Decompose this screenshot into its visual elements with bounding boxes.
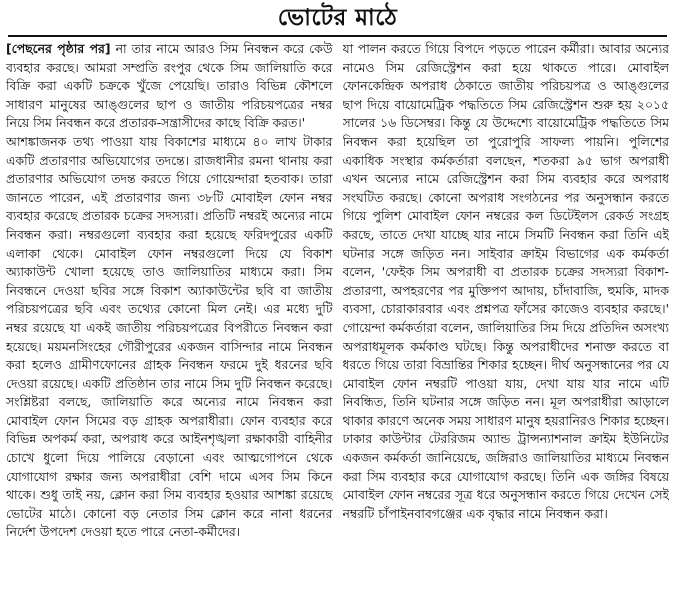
left-paragraph-1-text: না তার নামে আরও সিম নিবন্ধন করে কেউ ব্যবহার করছে। আমরা সম্প্রতি রংপুর থেকে সিম জালিয়াতি করে বিক্রি করা একটি চক্রকে খুঁজে পেয়েছি। তারাও বিভিন্ন কৌশলে সাধারণ মানুষের আঙ্গুলের ছাপ ও জাতীয় পরিচয়পত্রের নম্বর নিয়ে সিম নিবন্ধন করে প্রতারক-সন্ত্রাসীদের কাছে বিক্রি করত।'	[6, 41, 333, 131]
continuation-tag: [পেছনের পৃষ্ঠার পর]	[6, 41, 111, 56]
headline: ভোটের মাঠে	[277, 5, 398, 31]
right-column	[343, 40, 670, 606]
headline-rule	[8, 35, 667, 37]
left-paragraph-1	[6, 40, 333, 133]
right-paragraph-1: যা পালন করতে গিয়ে বিপদে পড়তে পারেন কর্মীরা। আবার অন্যের নামেও সিম রেজিস্ট্রেশন করা হয়ে থাকতে পারে। মোবাইল ফোনকেন্দ্রিক অপরাধ ঠেকাতে জাতীয় পরিচয়পত্র ও আঙ্গুলের ছাপ দিয়ে বায়োমেট্রিক পদ্ধতিতে সিম রেজিস্ট্রেশন শুরু হয় ২০১৫ সালের ১৬ ডিসেম্বর। কিন্তু যে উদ্দেশ্যে বায়োমেট্রিক পদ্ধতিতে সিম নিবন্ধন করা হয়েছিল তা পুরোপুরি সাফল্য পায়নি। পুলিশের একাধিক সংস্থার কর্মকর্তারা বলছেন, শতকরা ৯৫ ভাগ অপরাধী এখন অন্যের নামে রেজিস্ট্রেশন করা সিম ব্যবহার করে অপরাধ সংঘটিত করছে। কোনো অপরাধ সংগঠনের পর অনুসন্ধান করতে গিয়ে পুলিশ মোবাইল ফোন নম্বরের কল ডিটেইলস রেকর্ড সংগ্রহ করছে, তাতে দেখা যাচ্ছে যার নামে সিমটি নিবন্ধন করা তিনি এই ঘটনার সঙ্গে জড়িত নন। সাইবার ক্রাইম বিভাগের এক কর্মকর্তা বলেন, 'ফেইক সিম অপরাধী বা প্রতারক চক্রের সদস্যরা বিকাশ-প্রতারণা, অপহরণের পর মুক্তিপণ আদায়, চাঁদাবাজি, হুমকি, মাদক ব্যবসা, চোরাকারবার এবং প্রশ্নপত্র ফাঁসের কাজেও ব্যবহার করছে।' গোয়েন্দা কর্মকর্তারা বলেন, জালিয়াতির সিম দিয়ে প্রতিদিন অসংখ্য অপরাধমূলক কর্মকাণ্ড ঘটছে। কিন্তু অপরাধীদের শনাক্ত করতে বা ধরতে গিয়ে তারা বিভ্রান্তির শিকার হচ্ছেন। দীর্ঘ অনুসন্ধানের পর যে মোবাইল ফোন নম্বরটি পাওয়া যায়, দেখা যায় যার নামে এটি নিবন্ধিত, তিনি ঘটনার সঙ্গে জড়িত নন। মূল অপরাধীরা আড়ালে থাকার কারণে অনেক সময় সাধারণ মানুষ হয়রানিরও শিকার হচ্ছেন। ঢাকার কাউন্টার টেররিজম অ্যান্ড ট্রান্সন্যাশনাল ক্রাইম ইউনিটের একজন কর্মকর্তা জানিয়েছে, জঙ্গিরাও জালিয়াতির মাধ্যমে নিবন্ধন করা সিম ব্যবহার করে যোগাযোগ করছে। তিনি এক জঙ্গির বিষয়ে মোবাইল ফোন নম্বরের সূত্র ধরে অনুসন্ধান করতে গিয়ে দেখেন সেই নম্বরটি চাঁপাইনবাবগঞ্জের এক বৃদ্ধার নামে নিবন্ধন করা।	[342, 41, 669, 521]
left-column	[6, 40, 333, 606]
article-columns	[6, 40, 669, 606]
left-paragraph-2: আশঙ্কাজনক তথ্য পাওয়া যায় বিকাশের মাধ্যমে ৪০ লাখ টাকার একটি প্রতারণার অভিযোগের তদন্তে। রাজধানীর রমনা থানায় করা প্রতারণার অভিযোগ তদন্ত করতে গিয়ে গোয়েন্দারা হতবাক। তারা জানতে পারেন, এই প্রতারণার জন্য ৩৮টি মোবাইল ফোন নম্বর ব্যবহার করেছে প্রতারক চক্রের সদস্যরা। প্রতিটি নম্বরই অন্যের নামে নিবন্ধন করা। নম্বরগুলো ব্যবহার করা হয়েছে ফরিদপুরের একটি এলাকা থেকে। মোবাইল ফোন নম্বরগুলো দিয়ে যে বিকাশ অ্যাকাউন্ট খোলা হয়েছে তাও জালিয়াতির মাধ্যমে করা। সিম নিবন্ধনে দেওয়া ছবির সঙ্গে বিকাশ অ্যাকাউন্টের ছবি বা জাতীয় পরিচয়পত্রের ছবি এবং তথ্যের কোনো মিল নেই। এর মধ্যে দুটি নম্বর রয়েছে যা একই জাতীয় পরিচয়পত্রের বিপরীতে নিবন্ধন করা হয়েছে। ময়মনসিংহের গৌরীপুরের একজন বাসিন্দার নামে নিবন্ধন করা হলেও গ্রামীণফোনের গ্রাহক নিবন্ধন ফরমে দুই ধরনের ছবি দেওয়া রয়েছে। একটি প্রতিষ্ঠান তার নামে সিম দুটি নিবন্ধন করেছে। সংশ্লিষ্টরা বলছে, জালিয়াতি করে অন্যের নামে নিবন্ধন করা মোবাইল ফোন সিমের বড় গ্রাহক অপরাধীরা। ফোন ব্যবহার করে বিভিন্ন অপকর্ম করা, অপরাধ করে আইনশৃঙ্খলা রক্ষাকারী বাহিনীর চোখে ধুলো দিয়ে পালিয়ে বেড়ানো এবং আত্মগোপনে থেকে যোগাযোগ রক্ষার জন্য অপরাধীরা বেশি দামে এসব সিম কিনে থাকে। শুধু তাই নয়, ক্লোন করা সিম ব্যবহার হওয়ার আশঙ্কা রয়েছে ভোটের মাঠে। কোনো বড় নেতার সিম ক্লোন করে নানা ধরনের নির্দেশ উপদেশ দেওয়া হতে পারে নেতা-কর্মীদের।	[6, 133, 333, 540]
